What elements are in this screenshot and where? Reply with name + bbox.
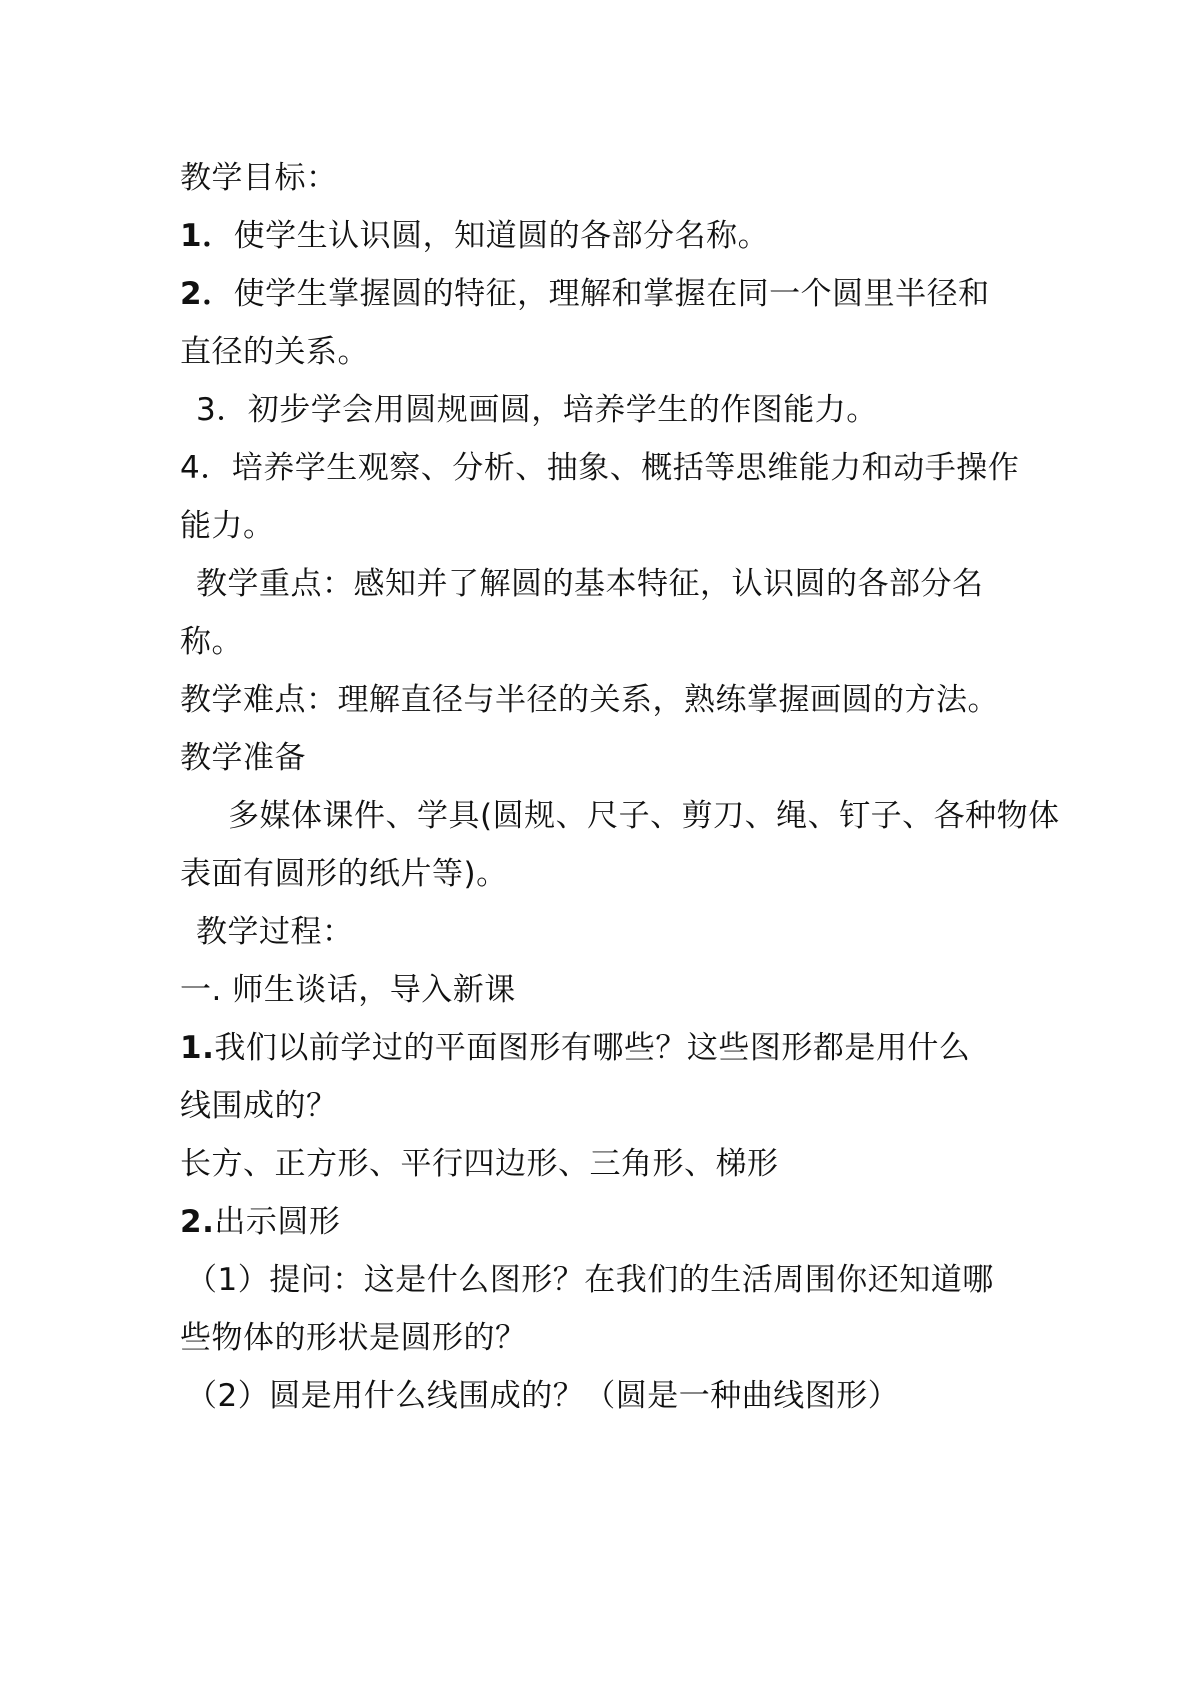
objective-number: 3． bbox=[196, 392, 248, 428]
question-2 bbox=[180, 1202, 1040, 1242]
question-text: 我们以前学过的平面图形有哪些？这些图形都是用什么 bbox=[214, 1030, 971, 1066]
objective-text: 使学生掌握圆的特征，理解和掌握在同一个圆里半径和 bbox=[233, 276, 990, 312]
question-2-sub-2: （2）圆是用什么线围成的？（圆是一种曲线图形） bbox=[186, 1378, 900, 1414]
preparation-heading: 教学准备 bbox=[180, 740, 306, 776]
objective-number: 2． bbox=[180, 276, 234, 312]
objective-number: 1． bbox=[180, 218, 234, 254]
question-number: 1. bbox=[180, 1030, 215, 1066]
question-text: 出示圆形 bbox=[214, 1204, 341, 1240]
difficulties: 教学难点：理解直径与半径的关系，熟练掌握画圆的方法。 bbox=[180, 682, 999, 718]
question-number: 2. bbox=[180, 1204, 215, 1240]
objective-text: 使学生认识圆，知道圆的各部分名称。 bbox=[233, 218, 770, 254]
question-1-answer: 长方、正方形、平行四边形、三角形、梯形 bbox=[180, 1146, 779, 1182]
question-2-sub-1-continued: 些物体的形状是圆形的？ bbox=[180, 1320, 527, 1356]
question-1 bbox=[180, 1028, 1040, 1068]
section-1-title: 一. 师生谈话，导入新课 bbox=[180, 972, 516, 1008]
objective-item-3 bbox=[196, 390, 1056, 430]
preparation-text: 多媒体课件、学具(圆规、尺子、剪刀、绳、钉子、各种物体 bbox=[228, 798, 1060, 834]
question-2-sub-1: （1）提问：这是什么图形？在我们的生活周围你还知道哪 bbox=[186, 1262, 994, 1298]
question-1-continued: 线围成的？ bbox=[180, 1088, 338, 1124]
objective-number: 4． bbox=[180, 450, 232, 486]
objective-item-1 bbox=[180, 216, 1040, 256]
objectives-heading: 教学目标： bbox=[180, 160, 338, 196]
objective-text: 培养学生观察、分析、抽象、概括等思维能力和动手操作 bbox=[231, 450, 1020, 486]
preparation-text-continued: 表面有圆形的纸片等)。 bbox=[180, 856, 508, 892]
objective-item-2 bbox=[180, 274, 1040, 314]
objective-item-2-continued: 直径的关系。 bbox=[180, 334, 369, 370]
objective-item-4 bbox=[180, 448, 1040, 488]
key-points-continued: 称。 bbox=[180, 624, 243, 660]
objective-item-4-continued: 能力。 bbox=[180, 508, 275, 544]
process-heading: 教学过程： bbox=[196, 914, 354, 950]
objective-text: 初步学会用圆规画圆，培养学生的作图能力。 bbox=[247, 392, 878, 428]
key-points: 教学重点：感知并了解圆的基本特征，认识圆的各部分名 bbox=[196, 566, 984, 602]
